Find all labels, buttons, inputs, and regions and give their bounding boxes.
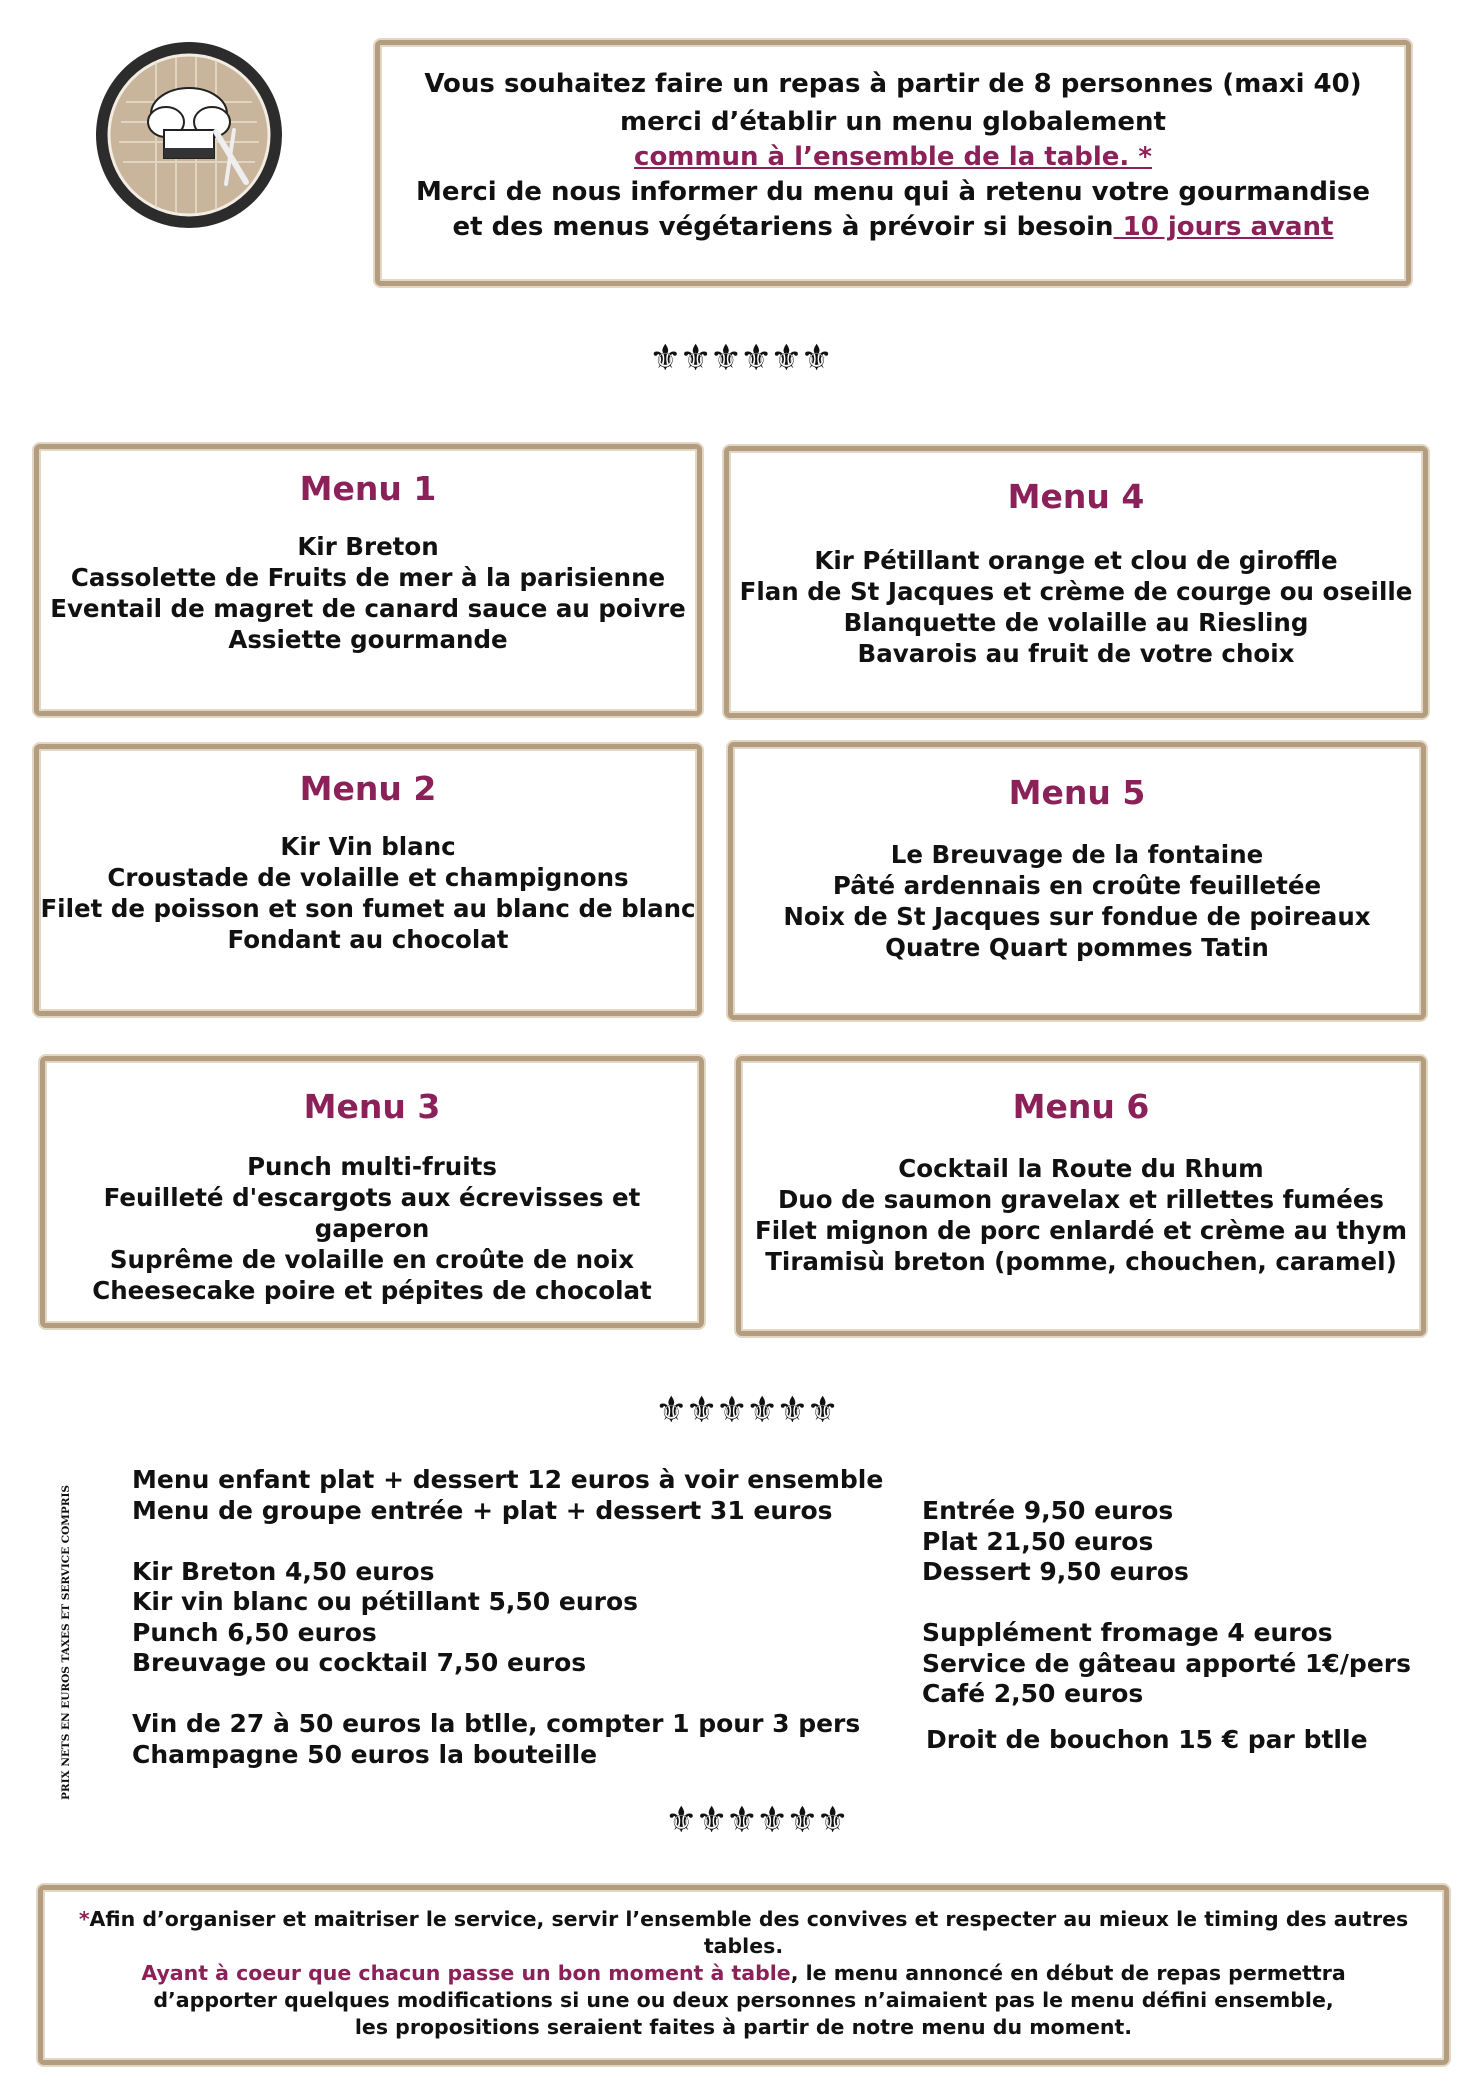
intro-box: [375, 40, 1411, 286]
footer-line-2-text: , le menu annoncé en début de repas permettra: [790, 1961, 1346, 1985]
price-line: Menu enfant plat + dessert 12 euros à voir ensemble: [132, 1465, 884, 1494]
menu-item: Filet de poisson et son fumet au blanc de blanc: [40, 894, 696, 923]
menu-item: Croustade de volaille et champignons: [107, 863, 629, 892]
menu-item: Suprême de volaille en croûte de noix: [109, 1245, 635, 1274]
menu-4-title: Menu 4: [1007, 477, 1145, 516]
ermine-divider-icon: ⚜⚜⚜⚜⚜⚜: [655, 1390, 837, 1431]
price-line: Plat 21,50 euros: [922, 1526, 1154, 1556]
menu-6-items: [741, 1153, 1421, 1277]
intro-deadline: 10 jours avant: [1113, 212, 1334, 242]
menu-item: Fondant au chocolat: [227, 925, 509, 954]
intro-line-2: merci d’établir un menu globalement: [620, 107, 1166, 137]
prices-right: [922, 1496, 1411, 1710]
price-line: Vin de 27 à 50 euros la btlle, compter 1 pour 3 pers: [132, 1709, 861, 1738]
chef-hat-icon: [96, 42, 282, 228]
menu-6-box: [736, 1056, 1426, 1336]
menu-item: Bavarois au fruit de votre choix: [857, 639, 1295, 668]
menu-item: Cheesecake poire et pépites de chocolat: [92, 1276, 652, 1305]
prices-left: [132, 1465, 883, 1770]
corkage-fee: Droit de bouchon 15 € par btlle: [926, 1725, 1368, 1754]
price-line: Service de gâteau apporté 1€/pers: [922, 1648, 1411, 1678]
spacer: [132, 1679, 883, 1710]
menu-2-title: Menu 2: [299, 769, 437, 808]
menu-1-items: [39, 531, 697, 655]
footer-accent-text: Ayant à coeur que chacun passe un bon moment à table: [141, 1961, 791, 1985]
footer-line-1-text: Afin d’organiser et maitriser le service, servir l’ensemble des convives et respecter au mieux le timing des autres tables.: [89, 1907, 1409, 1958]
menu-3-items: [45, 1151, 699, 1306]
footer-line-4: les propositions seraient faites à partir de notre menu du moment.: [354, 2015, 1133, 2039]
menu-item: Punch multi-fruits: [247, 1152, 497, 1181]
menu-6-title: Menu 6: [1012, 1087, 1150, 1126]
menu-item: Tiramisù breton (pomme, chouchen, caramel): [765, 1247, 1397, 1276]
menu-5-title: Menu 5: [1008, 773, 1146, 812]
intro-line-5: [380, 210, 1406, 245]
spacer: [922, 1588, 1411, 1619]
menu-item: Cocktail la Route du Rhum: [898, 1154, 1264, 1183]
price-line: Kir vin blanc ou pétillant 5,50 euros: [132, 1587, 639, 1616]
menu-4-items: [729, 545, 1423, 669]
menu-3-box: [40, 1056, 704, 1328]
footer-line-3: d’apporter quelques modifications si une ou deux personnes n’aimaient pas le menu défini ensemble,: [153, 1988, 1334, 2012]
ermine-divider-icon: ⚜⚜⚜⚜⚜⚜: [649, 338, 831, 379]
menu-item: Pâté ardennais en croûte feuilletée: [832, 871, 1322, 900]
menu-2-items: [39, 831, 697, 955]
price-line: Punch 6,50 euros: [132, 1617, 377, 1647]
intro-line-4: Merci de nous informer du menu qui à retenu votre gourmandise: [415, 177, 1370, 207]
price-line: Café 2,50 euros: [922, 1679, 1144, 1708]
menu-item: Kir Pétillant orange et clou de giroffle: [814, 546, 1338, 575]
price-line: Supplément fromage 4 euros: [922, 1618, 1333, 1647]
menu-2-box: [34, 744, 702, 1016]
intro-line-3: commun à l’ensemble de la table. *: [634, 142, 1152, 172]
price-line: Menu de groupe entrée + plat + dessert 31 euros: [132, 1495, 833, 1525]
menu-item: Quatre Quart pommes Tatin: [885, 933, 1269, 962]
menu-item: Duo de saumon gravelax et rillettes fumées: [777, 1185, 1385, 1214]
price-line: Kir Breton 4,50 euros: [132, 1556, 435, 1586]
menu-3-title: Menu 3: [303, 1087, 441, 1126]
menu-item: Eventail de magret de canard sauce au poivre: [50, 594, 686, 623]
price-line: Breuvage ou cocktail 7,50 euros: [132, 1648, 587, 1677]
ermine-divider-icon: ⚜⚜⚜⚜⚜⚜: [665, 1800, 847, 1841]
menu-item: Feuilleté d'escargots aux écrevisses et gaperon: [103, 1183, 641, 1243]
menu-item: Flan de St Jacques et crème de courge ou oseille: [739, 577, 1413, 606]
price-line: Entrée 9,50 euros: [922, 1496, 1174, 1525]
footer-note-box: [38, 1885, 1449, 2065]
menu-item: Noix de St Jacques sur fondue de poireaux: [783, 902, 1371, 931]
menu-item: Cassolette de Fruits de mer à la parisienne: [70, 563, 666, 592]
menu-1-title: Menu 1: [299, 469, 437, 508]
menu-1-box: [34, 444, 702, 716]
menu-5-items: [733, 839, 1421, 963]
intro-line-1: Vous souhaitez faire un repas à partir de 8 personnes (maxi 40): [424, 69, 1362, 99]
intro-line-5-text: et des menus végétariens à prévoir si besoin: [452, 212, 1114, 242]
menu-item: Le Breuvage de la fontaine: [890, 840, 1264, 869]
menu-item: Kir Breton: [297, 532, 439, 561]
menu-5-box: [728, 742, 1426, 1020]
restaurant-logo: [96, 42, 282, 228]
prices-note: PRIX NETS EN EUROS TAXES ET SERVICE COMPRIS: [60, 1484, 72, 1800]
price-line: Dessert 9,50 euros: [922, 1557, 1189, 1586]
menu-item: Blanquette de volaille au Riesling: [843, 608, 1309, 637]
footnote-star: *: [78, 1907, 90, 1931]
footer-line-1: [43, 1906, 1444, 1960]
spacer: [132, 1526, 883, 1557]
menu-item: Assiette gourmande: [228, 625, 508, 654]
menu-4-box: [724, 446, 1428, 718]
menu-item: Filet mignon de porc enlardé et crème au thym: [755, 1216, 1407, 1245]
footer-line-2: [43, 1960, 1444, 1987]
menu-item: Kir Vin blanc: [280, 832, 456, 861]
price-line: Champagne 50 euros la bouteille: [132, 1739, 598, 1769]
